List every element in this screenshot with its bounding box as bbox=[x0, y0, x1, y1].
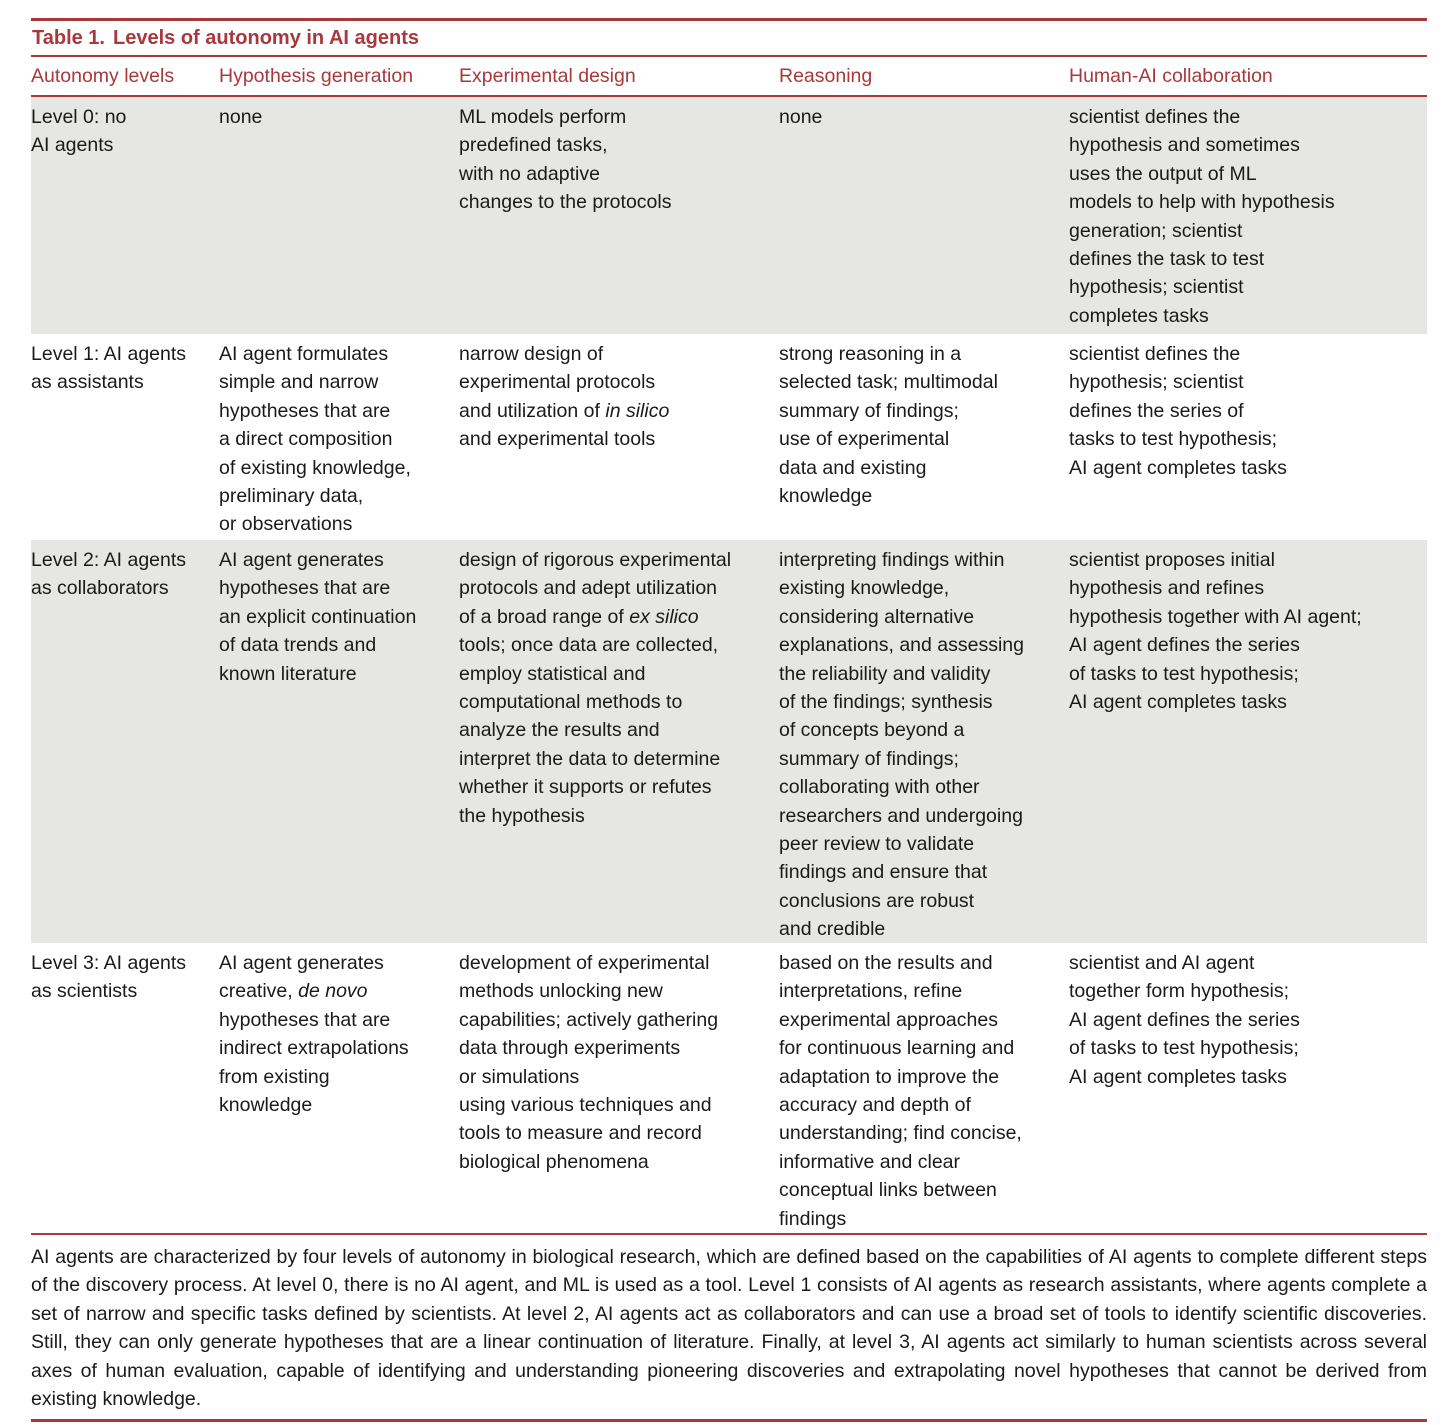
bottom-rule bbox=[31, 1419, 1427, 1422]
hypothesis-cell: none bbox=[219, 106, 263, 128]
collaboration-cell: scientist defines the hypothesis and sometimes uses the output of ML models to help with hypothesis generation; scientist defines the task to test hypothesis; scientist completes tasks bbox=[1069, 106, 1335, 327]
design-cell: ML models perform predefined tasks, with no adaptive changes to the protocols bbox=[459, 106, 672, 214]
reasoning-cell: strong reasoning in a selected task; multimodal summary of findings; use of experimental data and existing knowledge bbox=[779, 343, 998, 508]
design-cell: development of experimental methods unlocking new capabilities; actively gathering data through experiments or simulations using various techniques and tools to measure and record biological phenomena bbox=[459, 952, 719, 1173]
hypothesis-cell: AI agent formulates simple and narrow hypotheses that are a direct composition of existing knowledge, preliminary data, or observations bbox=[219, 343, 411, 536]
collaboration-cell: scientist defines the hypothesis; scientist defines the series of tasks to test hypothesis; AI agent completes tasks bbox=[1069, 343, 1287, 479]
column-header: Experimental design bbox=[459, 64, 636, 87]
level-cell: Level 3: AI agents as scientists bbox=[31, 952, 187, 1003]
level-cell: Level 1: AI agents as assistants bbox=[31, 343, 187, 394]
table-row bbox=[31, 97, 1427, 334]
table-caption bbox=[31, 21, 1427, 55]
hypothesis-cell: AI agent generates creative, de novo hypotheses that are indirect extrapolations from existing knowledge bbox=[219, 952, 409, 1117]
table-container bbox=[31, 18, 1427, 1422]
table-footnote: AI agents are characterized by four levels of autonomy in biological research, which are defined based on the capabilities of AI agents to complete different steps of the discovery process. At level 0, there is no AI agent, and ML is used as a tool. Level 1 consists of AI agents as research assistants, where agents complete a set of narrow and specific tasks defined by scientists. At level 2, AI agents act as collaborators and can use a broad set of tools to identify scientific discoveries. Still, they can only generate hypotheses that are a linear continuation of literature. Finally, at level 3, AI agents act similarly to human scientists across several axes of human evaluation, capable of identifying and understanding pioneering discoveries and extrapolating novel hypotheses that cannot be derived from existing knowledge. bbox=[31, 1246, 1427, 1411]
column-header: Human-AI collaboration bbox=[1069, 64, 1273, 87]
column-header: Hypothesis generation bbox=[219, 64, 414, 87]
column-header: Autonomy levels bbox=[31, 64, 175, 87]
table-title: Levels of autonomy in AI agents bbox=[113, 26, 419, 49]
design-cell: design of rigorous experimental protocols and adept utilization of a broad range of ex silico tools; once data are collected, employ statistical and computational methods to analyze the results and interpret the data to determine whether it supports or refutes the hypothesis bbox=[459, 549, 732, 827]
reasoning-cell: based on the results and interpretations, refine experimental approaches for continuous learning and adaptation to improve the accuracy and depth of understanding; find concise, informative and clear conceptual links between findings bbox=[779, 952, 1022, 1230]
collaboration-cell: scientist proposes initial hypothesis and refines hypothesis together with AI agent; AI agent defines the series of tasks to test hypothesis; AI agent completes tasks bbox=[1069, 549, 1362, 714]
hypothesis-cell: AI agent generates hypotheses that are an explicit continuation of data trends and known literature bbox=[219, 549, 417, 685]
reasoning-cell: none bbox=[779, 106, 823, 128]
design-cell: narrow design of experimental protocols and utilization of in silico and experimental tools bbox=[459, 343, 670, 451]
level-cell: Level 0: no AI agents bbox=[31, 106, 127, 157]
table-row bbox=[31, 943, 1427, 1233]
collaboration-cell: scientist and AI agent together form hypothesis; AI agent defines the series of tasks to test hypothesis; AI agent completes tasks bbox=[1069, 952, 1300, 1088]
table-row bbox=[31, 540, 1427, 943]
table-label: Table 1. bbox=[32, 26, 105, 49]
column-header: Reasoning bbox=[779, 64, 873, 87]
table-header-row bbox=[31, 57, 1427, 97]
reasoning-cell: interpreting findings within existing knowledge, considering alternative explanations, and assessing the reliability and validity of the findings; synthesis of concepts beyond a summary of findings; collaborating with other researchers and undergoing peer review to validate findings and ensure that conclusions are robust and credible bbox=[779, 549, 1024, 941]
level-cell: Level 2: AI agents as collaborators bbox=[31, 549, 187, 600]
table-row bbox=[31, 334, 1427, 540]
